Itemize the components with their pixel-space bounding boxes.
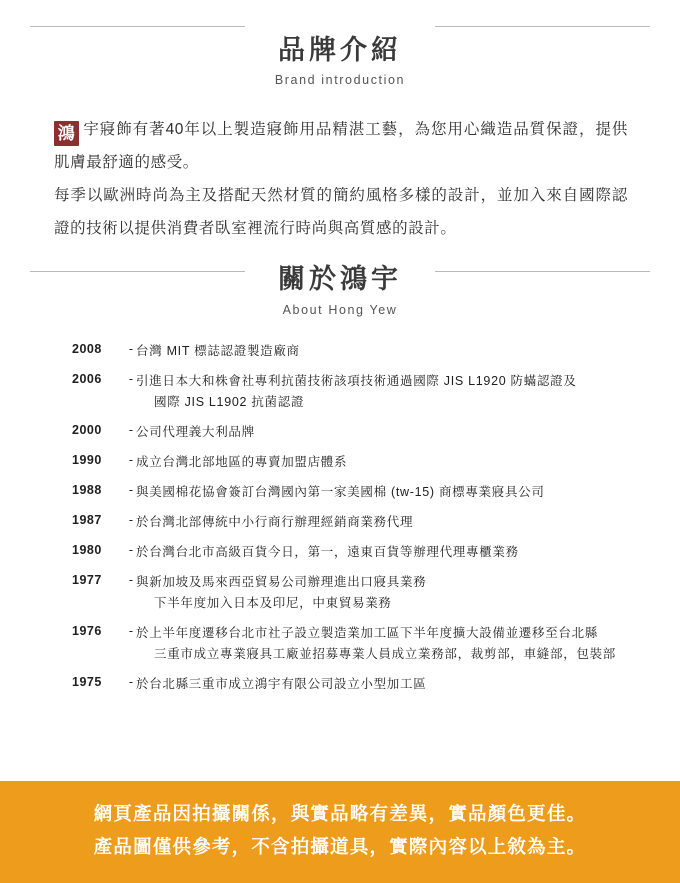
timeline-dash: - [128,512,134,527]
timeline-text-wrap [136,452,642,473]
timeline-year: 1990 [72,452,102,467]
timeline-text: 與美國棉花協會簽訂台灣國內第一家美國棉 (tw-15) 商標專業寢具公司 [136,484,545,499]
timeline-text: 於上半年度遷移台北市社子設立製造業加工區下半年度擴大設備並遷移至台北縣 [136,625,599,640]
disclaimer-line-1: 網頁產品因拍攝關係，與實品略有差異，實品顏色更佳。 [93,805,587,825]
brand-description [54,113,628,245]
brand-title-cn: 品牌介紹 [264,34,416,66]
about-rule-right [435,271,650,272]
timeline-year: 1987 [72,512,102,527]
timeline-row [72,482,642,503]
timeline-text: 引進日本大和株會社專利抗菌技術該項技術通過國際 JIS L1920 防蟎認證及 [136,373,577,388]
timeline-text-continued: 下半年度加入日本及印尼，中東貿易業務 [154,595,392,610]
timeline-dash: - [128,422,134,437]
header-rule-right [435,26,650,27]
timeline-text: 台灣 MIT 標誌認證製造廠商 [136,343,300,358]
timeline-text-wrap [136,371,642,413]
timeline-dash: - [128,371,134,386]
timeline-text-wrap [136,572,642,614]
timeline-row [72,674,642,695]
timeline-text-wrap [136,482,642,503]
timeline-year: 1988 [72,482,102,497]
timeline-year: 1977 [72,572,102,587]
timeline-year: 1976 [72,623,102,638]
brand-paragraph-1-wrap [54,113,628,179]
hong-yew-logo-icon: 鴻 [54,121,79,146]
brand-title-en: Brand introduction [274,73,406,88]
timeline-dash: - [128,674,134,689]
about-section-header [0,245,680,316]
timeline-text: 與新加坡及馬來西亞貿易公司辦理進出口寢具業務 [136,574,427,589]
timeline-row [72,341,642,362]
timeline-text-wrap [136,512,642,533]
timeline-text: 於台灣北部傳統中小行商行辦理經銷商業務代理 [136,514,414,529]
timeline-text: 於台北縣三重市成立鴻宇有限公司設立小型加工區 [136,676,427,691]
timeline-row [72,371,642,413]
timeline-year: 2006 [72,371,102,386]
timeline-row [72,422,642,443]
brand-paragraph-2: 每季以歐洲時尚為主及搭配天然材質的簡約風格多樣的設計，並加入來自國際認證的技術以提供消費者臥室裡流行時尚與高質感的設計。 [54,187,628,238]
timeline-dash: - [128,542,134,557]
timeline-year: 2000 [72,422,102,437]
disclaimer-banner [0,781,680,883]
timeline-text: 成立台灣北部地區的專賣加盟店體系 [136,454,348,469]
disclaimer-line-2: 產品圖僅供參考，不含拍攝道具，實際內容以上敘為主。 [93,838,587,858]
about-title-cn: 關於鴻宇 [264,263,416,295]
timeline-text-wrap [136,542,642,563]
timeline-text-continued: 國際 JIS L1902 抗菌認證 [154,394,305,409]
timeline-text-wrap [136,422,642,443]
brand-section-header [0,0,680,87]
timeline-dash: - [128,482,134,497]
timeline-dash: - [128,623,134,638]
brand-paragraph-1: 宇寢飾有著40年以上製造寢飾用品精湛工藝，為您用心織造品質保證，提供肌膚最舒適的感受。 [54,121,628,172]
company-history-timeline [0,341,680,695]
timeline-row [72,542,642,563]
timeline-text-wrap [136,623,642,665]
timeline-row [72,572,642,614]
timeline-dash: - [128,341,134,356]
timeline-text-wrap [136,341,642,362]
timeline-year: 1975 [72,674,102,689]
timeline-row [72,452,642,473]
timeline-year: 1980 [72,542,102,557]
header-rule-left [30,26,245,27]
timeline-dash: - [128,452,134,467]
about-rule-left [30,271,245,272]
timeline-year: 2008 [72,341,102,356]
timeline-text: 於台灣台北市高級百貨今日，第一，遠東百貨等辦理代理專櫃業務 [136,544,519,559]
timeline-row [72,623,642,665]
timeline-row [72,512,642,533]
timeline-dash: - [128,572,134,587]
timeline-text-wrap [136,674,642,695]
timeline-text: 公司代理義大利品牌 [136,424,255,439]
timeline-text-continued: 三重市成立專業寢具工廠並招募專業人員成立業務部，裁剪部，車縫部，包裝部 [154,646,617,661]
about-title-en: About Hong Yew [282,302,398,317]
